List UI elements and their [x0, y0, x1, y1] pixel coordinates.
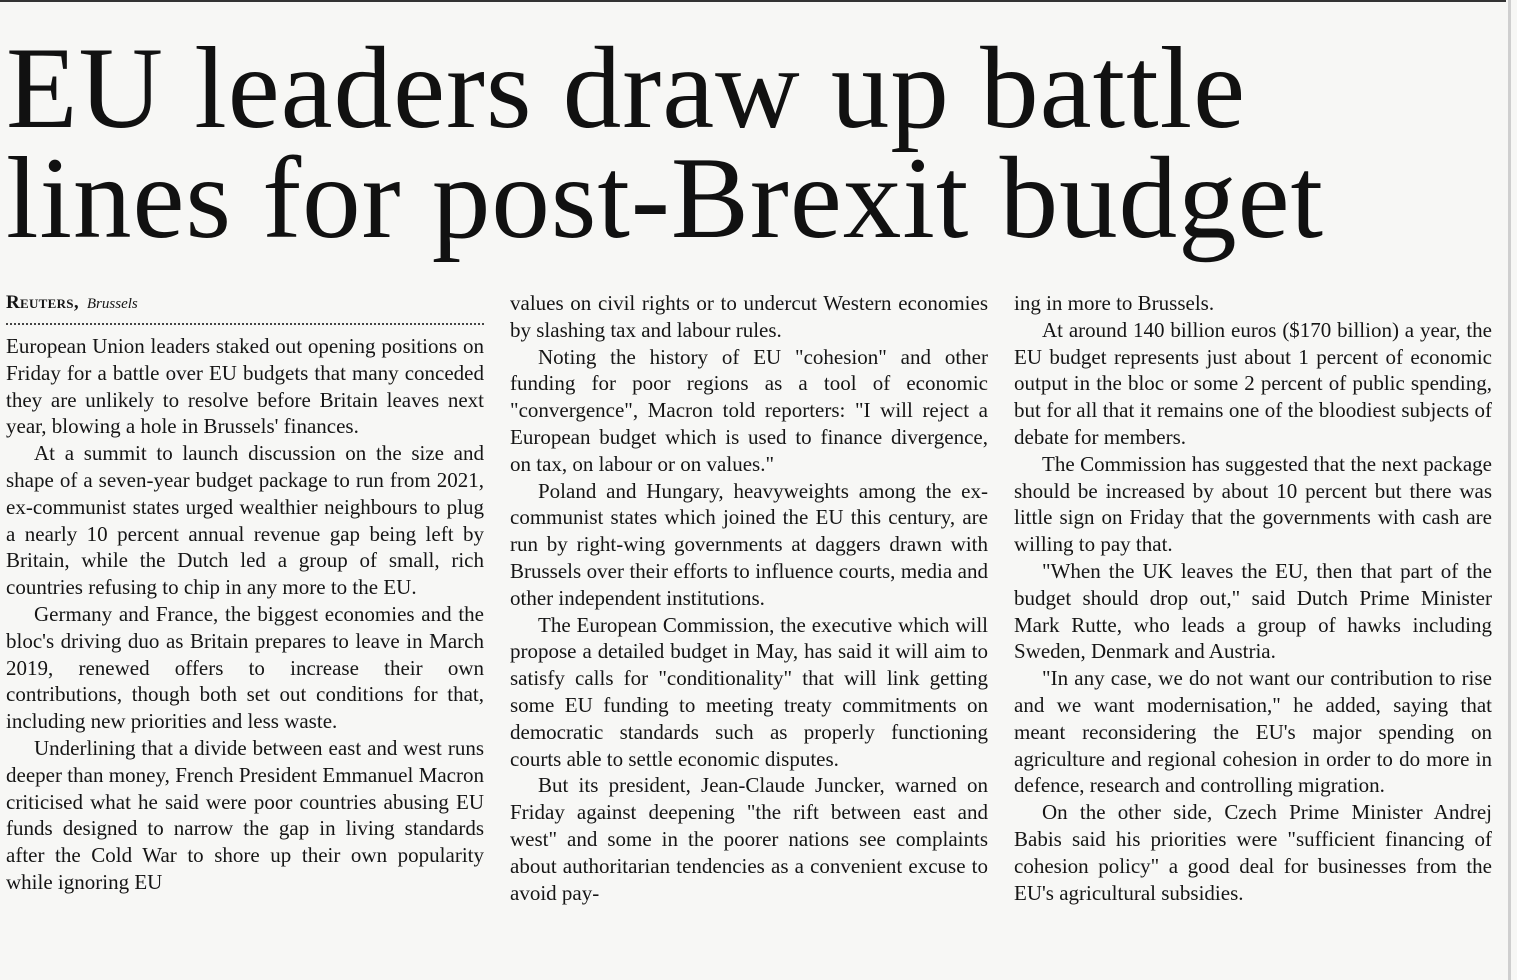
headline-line-2: lines for post-Brexit budget: [6, 134, 1325, 263]
paragraph: European Union leaders staked out opening positions on Friday for a battle over EU budgets that many conceded they are unlikely to resolve before Britain leaves next year, blowing a hole in Brussels' finances.: [6, 334, 484, 439]
byline-dateline: Brussels: [86, 296, 138, 312]
paragraph: The Commission has suggested that the next package should be increased by about 10 percent but there was little sign on Friday that the governments with cash are willing to pay that.: [1014, 451, 1492, 557]
article-column-1: [6, 290, 484, 896]
article-column-3: [1014, 290, 1492, 906]
paragraph: ing in more to Brussels.: [1014, 291, 1215, 315]
paragraph: values on civil rights or to undercut Western economies by slashing tax and labour rules.: [510, 291, 988, 342]
paragraph: The European Commission, the executive which will propose a detailed budget in May, has said it will aim to satisfy calls for "conditionality" that will link getting some EU funding to meeting treaty commitments on democratic standards such as properly functioning courts able to settle economic disputes.: [510, 612, 988, 771]
paragraph: "When the UK leaves the EU, then that part of the budget should drop out," said Dutch Prime Minister Mark Rutte, who leads a group of hawks including Sweden, Denmark and Austria.: [1014, 558, 1492, 664]
paragraph: Germany and France, the biggest economies and the bloc's driving duo as Britain prepares to leave in March 2019, renewed offers to increase their own contributions, though both set out conditions for that, including new priorities and less waste.: [6, 601, 484, 734]
paragraph: "In any case, we do not want our contribution to rise and we want modernisation," he added, saying that meant reconsidering the EU's major spending on agriculture and regional cohesion in order to do more in defence, research and controlling migration.: [1014, 666, 1492, 798]
article-column-2: [510, 290, 988, 906]
byline-divider: [6, 323, 484, 325]
paragraph: At around 140 billion euros ($170 billion) a year, the EU budget represents just about 1 percent of economic output in the bloc or some 2 percent of public spending, but for all that it remains one of the bloodiest subjects of debate for members.: [1014, 317, 1492, 449]
paragraph: At a summit to launch discussion on the size and shape of a seven-year budget package to run from 2021, ex-communist states urged wealthier neighbours to plug a nearly 10 percent annual revenue gap being left by Britain, while the Dutch led a group of small, rich countries refusing to chip in any more to the EU.: [6, 441, 484, 600]
headline: [6, 24, 1506, 263]
paragraph: Noting the history of EU "cohesion" and other funding for poor regions as a tool of economic "convergence", Macron told reporters: "I will reject a European budget which is used to finance divergence, on tax, on labour or on values.": [510, 344, 988, 476]
paragraph: Underlining that a divide between east and west runs deeper than money, French President Emmanuel Macron criticised what he said were poor countries abusing EU funds designed to narrow the gap in living standards after the Cold War to shore up their own popularity while ignoring EU: [6, 735, 484, 894]
headline-line-1: EU leaders draw up battle: [6, 24, 1247, 153]
paragraph: Poland and Hungary, heavyweights among the ex-communist states which joined the EU this century, are run by right-wing governments at daggers drawn with Brussels over their efforts to influence courts, media and other independent institutions.: [510, 478, 988, 610]
paragraph: But its president, Jean-Claude Juncker, warned on Friday against deepening "the rift between east and west" and some in the poorer nations see complaints about authoritarian tendencies as a convenient excuse to avoid pay-: [510, 773, 988, 905]
page-edge: [1508, 0, 1511, 980]
paragraph: On the other side, Czech Prime Minister Andrej Babis said his priorities were "sufficient financing of cohesion policy" a good deal for businesses from the EU's agricultural subsidies.: [1014, 800, 1492, 905]
byline: [6, 290, 484, 317]
byline-agency: Reuters,: [6, 292, 79, 313]
top-rule: [0, 0, 1506, 2]
